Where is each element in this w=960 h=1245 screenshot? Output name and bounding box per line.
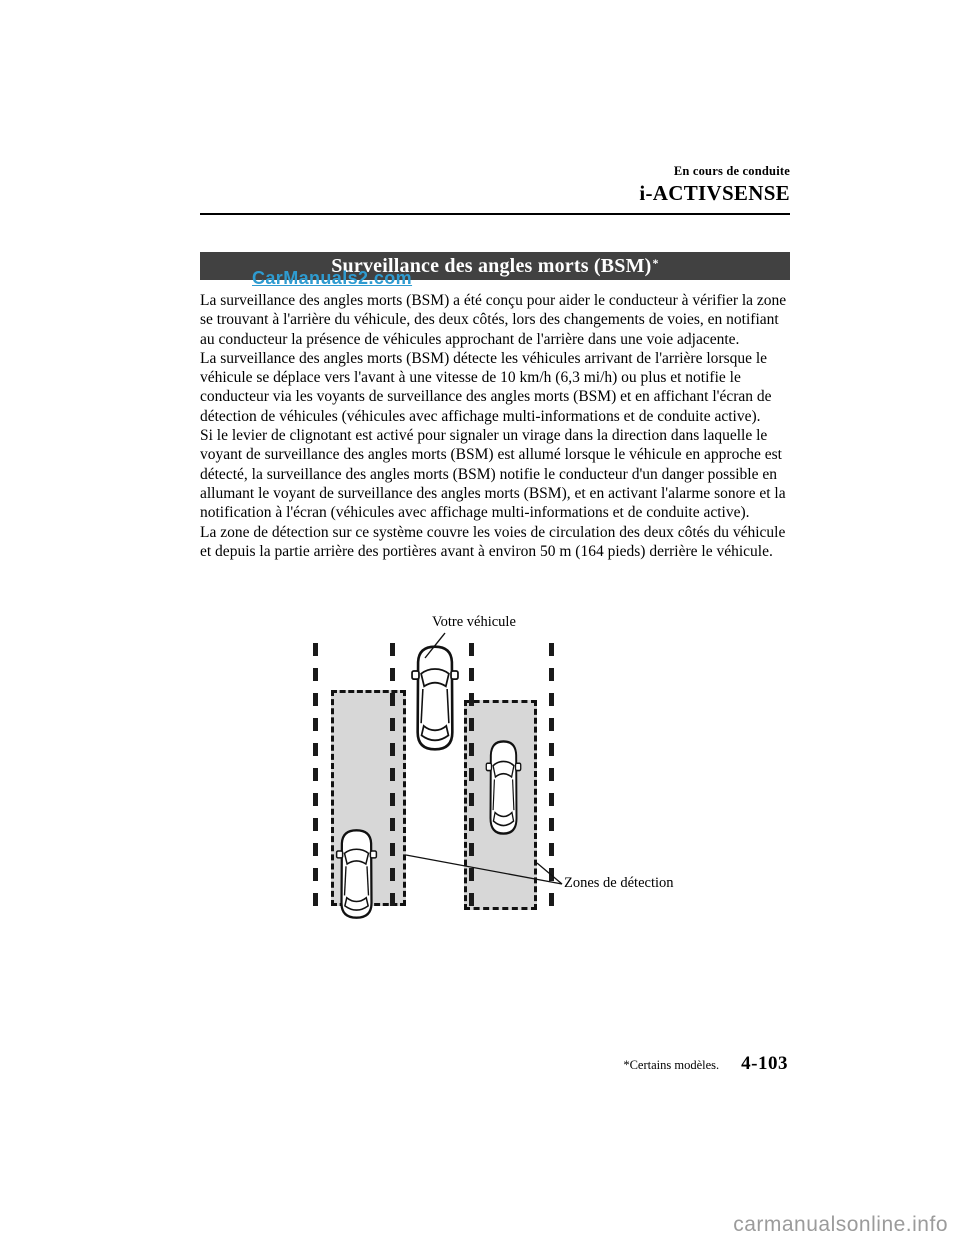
your-vehicle-car-icon (409, 644, 461, 752)
paragraph-intro: La surveillance des angles morts (BSM) a été conçu pour aider le conducteur à vérifier la zone se trouvant à l'arrière du véhicule, des deux côtés, lors des changements de voies, en notifiant au conducteur la présence de véhicules approchant de l'arrière dans une voie adjacente. (200, 292, 787, 348)
your-vehicle-label: Votre véhicule (432, 614, 516, 630)
page-header (639, 164, 790, 206)
lane-marking-3 (469, 643, 474, 915)
approaching-car-right-icon (484, 739, 523, 836)
paragraph-detection: La surveillance des angles morts (BSM) détecte les véhicules arrivant de l'arrière lorsque le véhicule se déplace vers l'avant à une vitesse de 10 km/h (6,3 mi/h) ou plus et notifie le conducteur via les voyants de surveillance des angles morts (BSM) et en affichant l'écran de détection de véhicules (véhicules avec affichage multi-informations et de conduite active). (200, 349, 772, 425)
page-footer (623, 1053, 788, 1075)
carmanualsonline-watermark: carmanualsonline.info (733, 1213, 948, 1236)
lane-marking-2 (390, 643, 395, 915)
body-text (200, 291, 796, 561)
header-rule (200, 213, 790, 215)
footnote: *Certains modèles. (623, 1058, 720, 1072)
approaching-car-left-icon (334, 828, 379, 920)
bsm-detection-diagram (298, 612, 702, 927)
section-title: i-ACTIVSENSE (639, 181, 790, 205)
page-number: 4-103 (741, 1053, 788, 1074)
lane-marking-4 (549, 643, 554, 915)
chapter-title: En cours de conduite (673, 164, 790, 178)
detection-zones-label: Zones de détection (564, 875, 674, 891)
topic-title: Surveillance des angles morts (BSM) (331, 254, 652, 277)
paragraph-zone-range: La zone de détection sur ce système couvre les voies de circulation des deux côtés du véhicule et depuis la partie arrière des portières avant à environ 50 m (164 pieds) derrière le véhicule. (200, 523, 786, 560)
paragraph-turn-signal: Si le levier de clignotant est activé pour signaler un virage dans la direction dans laquelle le voyant de surveillance des angles morts (BSM) est allumé lorsque le véhicule en approche est détecté, la surveillance des angles morts (BSM) notifie le conducteur d'un danger possible en allumant le voyant de surveillance des angles morts (BSM), et en activant l'alarme sonore et la notification à l'écran (véhicules avec affichage multi-informations et de conduite active). (200, 427, 786, 522)
topic-title-asterisk: * (652, 255, 659, 270)
lane-marking-1 (313, 643, 318, 915)
carmanuals2-watermark-link[interactable]: CarManuals2.com (252, 268, 413, 288)
